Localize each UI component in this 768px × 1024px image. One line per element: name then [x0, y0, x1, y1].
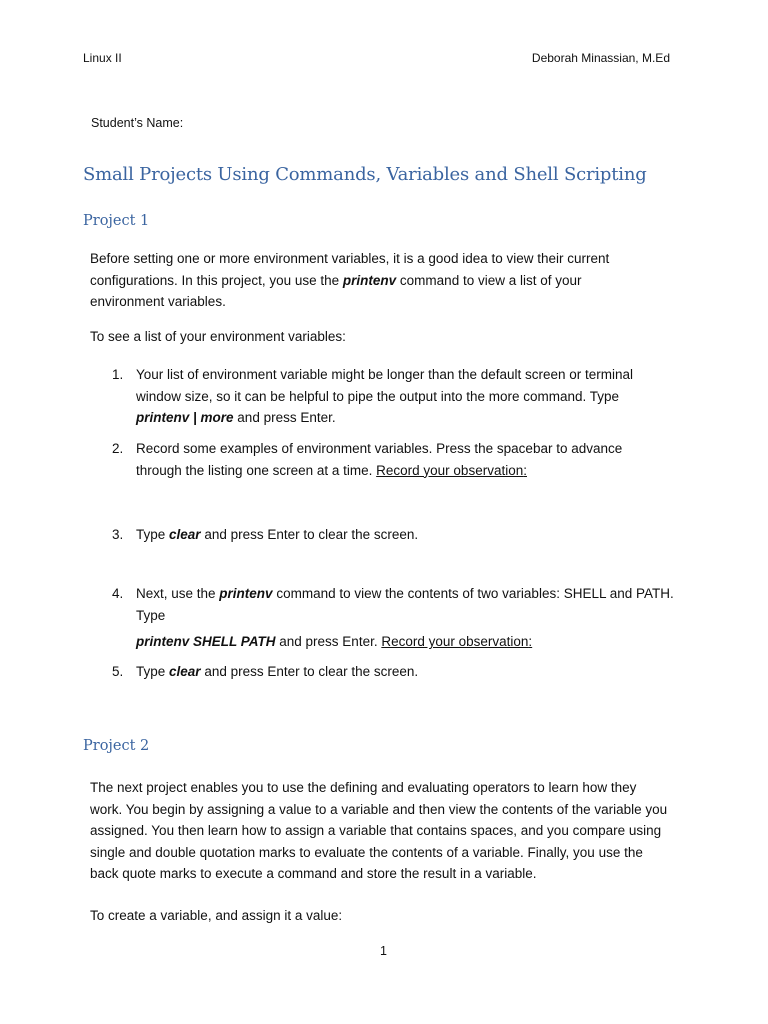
project2-lead: To create a variable, and assign it a value:	[90, 908, 343, 923]
list-number: 5.	[112, 664, 124, 679]
project1-heading: Project 1	[83, 213, 150, 229]
command-text: printenv SHELL PATH	[136, 634, 276, 649]
printenv-command: printenv	[342, 272, 397, 288]
command-text: clear	[169, 527, 201, 542]
page-number: 1	[380, 944, 387, 958]
list-number: 2.	[112, 441, 124, 456]
command-text: printenv	[219, 586, 273, 601]
document-title: Small Projects Using Commands, Variables and Shell Scripting	[83, 164, 647, 185]
command-text: clear	[169, 664, 201, 679]
list-number: 1.	[112, 367, 124, 382]
record-observation-prompt: Record your observation	[381, 634, 529, 649]
project1-lead: To see a list of your environment variables:	[90, 329, 346, 344]
student-name-label: Student’s Name:	[91, 116, 184, 130]
header-course: Linux II	[83, 51, 122, 65]
project1-intro: Before setting one or more environment variables, it is a good idea to view their current configurations. In this project, you use the printenv command to view a list of your environment variables.	[90, 251, 610, 309]
header-author: Deborah Minassian, M.Ed	[531, 51, 670, 65]
list-number: 4.	[112, 586, 124, 601]
record-observation-prompt: Record your observation	[376, 462, 524, 478]
project2-intro: The next project enables you to use the defining and evaluating operators to learn how they work. You begin by assigning a value to a variable and then view the contents of the variable you assigned. You then learn how to assign a variable that contains spaces, and you compare using single and double quotation marks to evaluate the contents of a variable. Finally, you use the back quote marks to execute a command and store the result in a variable.	[90, 780, 668, 881]
command-text: printenv | more	[136, 410, 234, 425]
project2-heading: Project 2	[83, 738, 150, 754]
list-number: 3.	[112, 527, 124, 542]
